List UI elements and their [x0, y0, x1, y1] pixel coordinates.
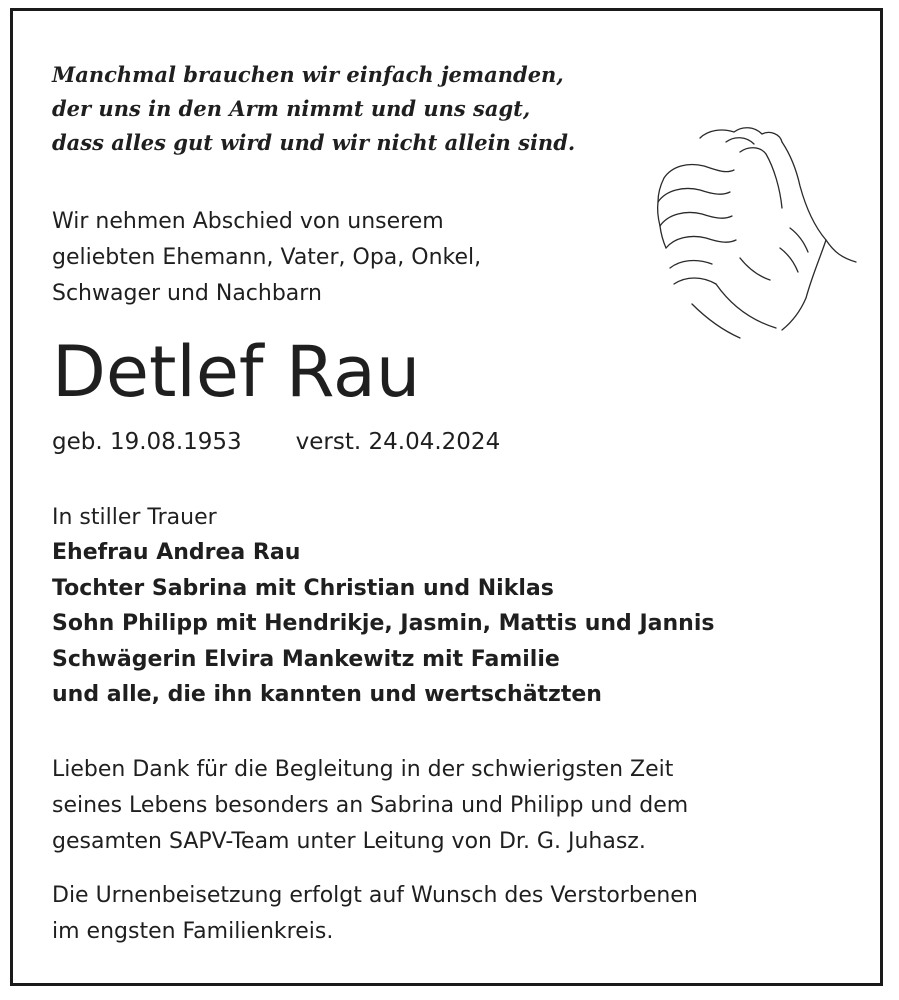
praying-hands-icon	[630, 108, 870, 348]
burial-line: Die Urnenbeisetzung erfolgt auf Wunsch des Verstorbenen	[52, 883, 698, 908]
intro-line: Schwager und Nachbarn	[52, 281, 322, 306]
mourner-list	[52, 535, 714, 713]
intro-line: Wir nehmen Abschied von unserem	[52, 209, 444, 234]
thanks-line: Lieben Dank für die Begleitung in der schwierigsten Zeit	[52, 757, 674, 782]
intro-line: geliebten Ehemann, Vater, Opa, Onkel,	[52, 245, 482, 270]
burial-line: im engsten Familienkreis.	[52, 919, 334, 944]
mourner-line: und alle, die ihn kannten und wertschätzten	[52, 682, 602, 707]
quote-line: Manchmal brauchen wir einfach jemanden,	[52, 62, 564, 87]
thanks-note	[52, 752, 852, 860]
mourner-line: Ehefrau Andrea Rau	[52, 540, 301, 565]
mourner-line: Sohn Philipp mit Hendrikje, Jasmin, Mattis und Jannis	[52, 611, 715, 636]
quote-line: der uns in den Arm nimmt und uns sagt,	[52, 96, 531, 121]
life-dates	[52, 424, 500, 460]
burial-note	[52, 878, 852, 950]
deceased-name: Detlef Rau	[52, 331, 421, 413]
death-date: verst. 24.04.2024	[295, 429, 501, 455]
thanks-line: gesamten SAPV-Team unter Leitung von Dr. G. Juhasz.	[52, 829, 646, 854]
mourner-line: Schwägerin Elvira Mankewitz mit Familie	[52, 646, 560, 672]
farewell-intro	[52, 204, 612, 312]
mourner-line: Tochter Sabrina mit Christian und Niklas	[52, 575, 554, 601]
mourning-label: In stiller Trauer	[52, 505, 217, 530]
quote	[52, 58, 575, 160]
quote-line: dass alles gut wird und wir nicht allein sind.	[52, 130, 576, 155]
thanks-line: seines Lebens besonders an Sabrina und Philipp und dem	[52, 793, 689, 818]
birth-date: geb. 19.08.1953	[52, 429, 242, 455]
